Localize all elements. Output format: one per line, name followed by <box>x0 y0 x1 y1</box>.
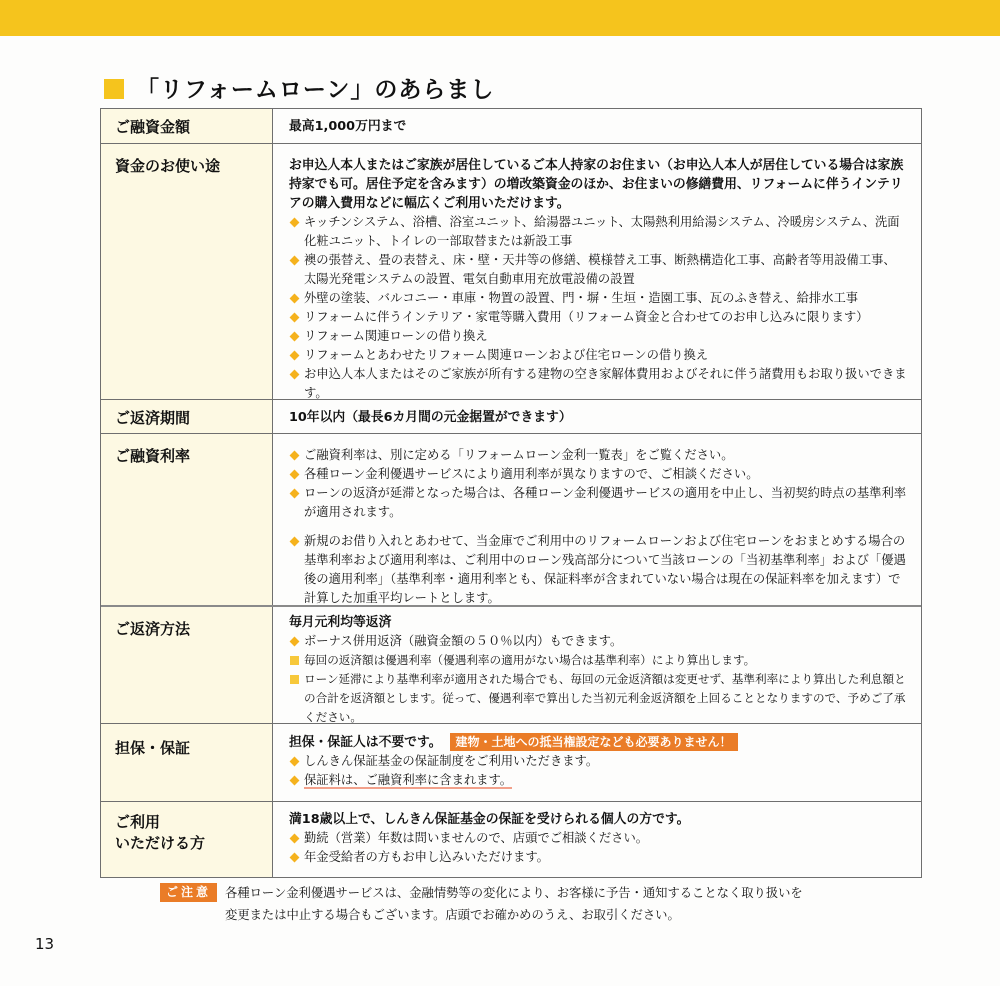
diamond-bullet-icon <box>290 370 300 380</box>
header-band <box>0 0 1000 36</box>
row-content <box>273 144 921 399</box>
list-item: リフォーム関連ローンの借り換え <box>289 327 907 346</box>
list-item: 各種ローン金利優遇サービスにより適用利率が異なりますので、ご相談ください。 <box>289 465 907 484</box>
list-item: キッチンシステム、浴槽、浴室ユニット、給湯器ユニット、太陽熱利用給湯システム、冷暖房システム、洗面化粧ユニット、トイレの一部取替または新設工事 <box>289 213 907 251</box>
table-row-repayment-method <box>101 605 921 723</box>
diamond-bullet-icon <box>290 489 300 499</box>
table-row-repayment-period <box>101 399 921 433</box>
usage-lead-text: お申込人本人またはご家族が居住しているご本人持家のお住まい（お申込人本人が居住している場合は家族持家でも可。居住予定を含みます）の増改築資金のほか、お住まいの修繕費用、リフォームに伴うインテリアの購入費用などに幅広くご利用いただけます。 <box>289 158 904 211</box>
page-number: 13 <box>35 935 55 953</box>
row-content <box>273 434 921 605</box>
list-item: リフォームに伴うインテリア・家電等購入費用（リフォーム資金と合わせてのお申し込みに限ります） <box>289 308 907 327</box>
repayment-method-lead: 毎月元利均等返済 <box>289 615 392 630</box>
diamond-bullet-icon <box>290 451 300 461</box>
list-item: 襖の張替え、畳の表替え、床・壁・天井等の修繕、模様替え工事、断熱構造化工事、高齢者等用設備工事、太陽光発電システムの設置、電気自動車用充放電設備の設置 <box>289 251 907 289</box>
table-row-usage <box>101 143 921 399</box>
loan-amount-value: 最高1,000万円まで <box>289 119 407 134</box>
diamond-bullet-icon <box>290 853 300 863</box>
table-row-loan-amount <box>101 109 921 143</box>
notice-badge: ご注意 <box>160 883 217 902</box>
list-item: 外壁の塗装、バルコニー・車庫・物置の設置、門・塀・生垣・造園工事、瓦のふき替え、給排水工事 <box>289 289 907 308</box>
diamond-bullet-icon <box>290 313 300 323</box>
list-item: リフォームとあわせたリフォーム関連ローンおよび住宅ローンの借り換え <box>289 346 907 365</box>
row-content <box>273 400 921 433</box>
square-bullet-icon <box>290 656 299 665</box>
repayment-period-value: 10年以内（最長6カ月間の元金据置ができます） <box>289 410 572 425</box>
notice-block <box>160 882 803 926</box>
no-mortgage-highlight: 建物・土地への抵当権設定なども必要ありません！ <box>450 733 738 751</box>
list-item: しんきん保証基金の保証制度をご利用いただきます。 <box>289 752 907 771</box>
page-title <box>104 72 494 102</box>
diamond-bullet-icon <box>290 332 300 342</box>
loan-overview-table <box>100 108 922 878</box>
row-label: ご返済期間 <box>101 400 273 433</box>
list-item: 年金受給者の方もお申し込みいただけます。 <box>289 848 907 867</box>
diamond-bullet-icon <box>290 256 300 266</box>
row-label: ご利用 いただける方 <box>101 802 273 877</box>
diamond-bullet-icon <box>290 470 300 480</box>
note-item: ローン延滞により基準利率が適用された場合でも、毎回の元金返済額は変更せず、基準利率により算出した利息額との合計を返済額とします。従って、優遇利率で算出した当初元利金返済額を上回ることとなりますので、予めご了承ください。 <box>289 670 907 727</box>
row-content <box>273 802 921 877</box>
diamond-bullet-icon <box>290 776 300 786</box>
diamond-bullet-icon <box>290 218 300 228</box>
eligibility-lead: 満18歳以上で、しんきん保証基金の保証を受けられる個人の方です。 <box>289 812 690 827</box>
row-content <box>273 724 921 801</box>
list-item: お申込人本人またはそのご家族が所有する建物の空き家解体費用およびそれに伴う諸費用もお取り扱いできます。 <box>289 365 907 403</box>
collateral-lead: 担保・保証人は不要です。 <box>289 735 442 750</box>
row-label: ご融資利率 <box>101 434 273 605</box>
diamond-bullet-icon <box>290 351 300 361</box>
square-bullet-icon <box>104 79 124 99</box>
row-label: 担保・保証 <box>101 724 273 801</box>
square-bullet-icon <box>290 675 299 684</box>
table-row-interest-rate <box>101 433 921 605</box>
diamond-bullet-icon <box>290 294 300 304</box>
diamond-bullet-icon <box>290 537 300 547</box>
list-item: 保証料は、ご融資利率に含まれます。 <box>289 771 907 790</box>
diamond-bullet-icon <box>290 637 300 647</box>
list-item: ボーナス併用返済（融資金額の５０％以内）もできます。 <box>289 632 907 651</box>
diamond-bullet-icon <box>290 757 300 767</box>
row-content <box>273 109 921 143</box>
page-title-text: 「リフォームローン」のあらまし <box>136 76 495 103</box>
list-item: 新規のお借り入れとあわせて、当金庫でご利用中のリフォームローンおよび住宅ローンをおまとめする場合の基準利率および適用利率は、ご利用中のローン残高部分について当該ローンの「当初基準利率」および「優遇後の適用利率」（基準利率・適用利率とも、保証料率が含まれていない場合は現在の保証料率を加えます）で計算した加重平均レートとします。 <box>289 532 907 608</box>
row-label: 資金のお使い途 <box>101 144 273 399</box>
diamond-bullet-icon <box>290 834 300 844</box>
notice-text: 各種ローン金利優遇サービスは、金融情勢等の変化により、お客様に予告・通知することなく取り扱いを 変更または中止する場合もございます。店頭でお確かめのうえ、お取引ください。 <box>225 886 803 922</box>
table-row-eligibility <box>101 801 921 877</box>
row-content <box>273 607 921 723</box>
row-label: ご返済方法 <box>101 607 273 723</box>
list-item: ご融資利率は、別に定める「リフォームローン金利一覧表」をご覧ください。 <box>289 446 907 465</box>
row-label: ご融資金額 <box>101 109 273 143</box>
list-item: 勤続（営業）年数は問いませんので、店頭でご相談ください。 <box>289 829 907 848</box>
list-item: ローンの返済が延滞となった場合は、各種ローン金利優遇サービスの適用を中止し、当初契約時点の基準利率が適用されます。 <box>289 484 907 522</box>
table-row-collateral <box>101 723 921 801</box>
note-item: 毎回の返済額は優遇利率（優遇利率の適用がない場合は基準利率）により算出します。 <box>289 651 907 670</box>
